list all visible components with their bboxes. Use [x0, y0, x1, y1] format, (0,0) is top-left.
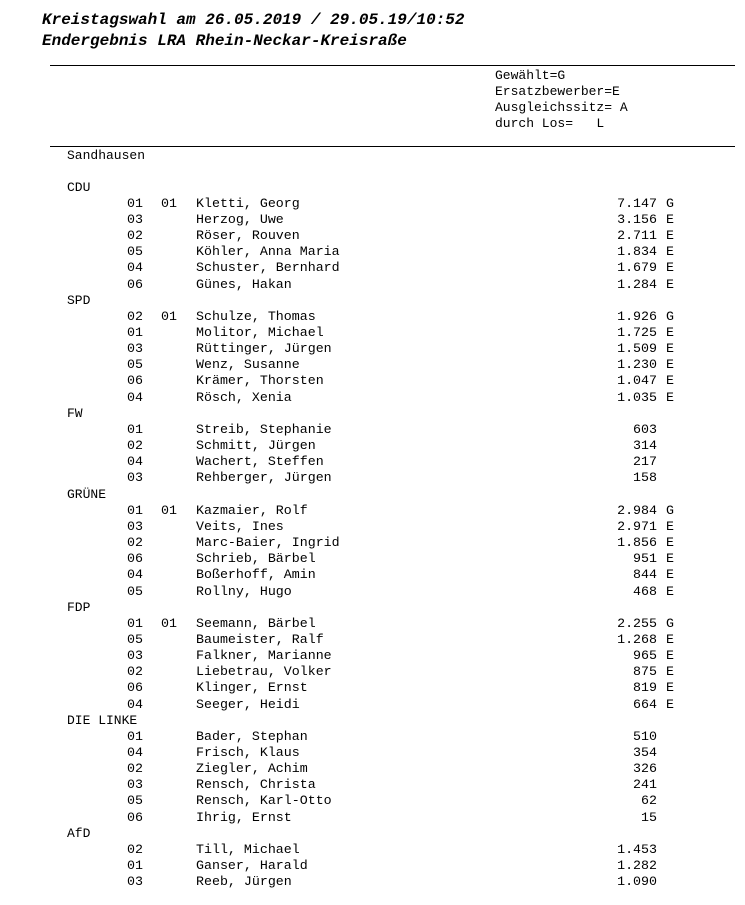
candidate-votes: 15: [641, 809, 657, 825]
candidate-name: Veits, Ines: [196, 519, 284, 535]
candidate-name: Schuster, Bernhard: [196, 260, 340, 276]
candidate-list-number: 03: [127, 777, 143, 793]
candidate-status: E: [666, 325, 674, 341]
candidate-list-number: 02: [127, 842, 143, 857]
candidate-name: Ganser, Harald: [196, 858, 308, 874]
candidate-seat-order: 01: [161, 503, 177, 518]
candidate-list-number: 04: [127, 389, 143, 405]
candidate-votes: 2.971: [617, 519, 657, 535]
legend-compensation-seat: Ausgleichssitz= A: [495, 100, 628, 115]
candidate-list-number: 06: [127, 373, 143, 389]
candidate-list-number: 02: [127, 228, 143, 244]
candidate-status: E: [666, 357, 674, 373]
candidate-name: Krämer, Thorsten: [196, 373, 324, 389]
candidate-seat-order: 01: [161, 309, 177, 324]
candidate-list-number: 02: [127, 438, 143, 454]
candidate-votes: 875: [633, 664, 657, 680]
candidate-list-number: 01: [127, 616, 143, 631]
party-header: FW: [67, 406, 83, 421]
candidate-name: Liebetrau, Volker: [196, 664, 332, 680]
candidate-votes: 844: [633, 567, 657, 583]
candidate-name: Ziegler, Achim: [196, 761, 308, 777]
candidate-name: Schrieb, Bärbel: [196, 551, 316, 567]
candidate-list-number: 01: [127, 503, 143, 518]
candidate-votes: 326: [633, 761, 657, 777]
candidate-status: G: [666, 309, 674, 324]
candidate-votes: 314: [633, 438, 657, 454]
candidate-votes: 1.834: [617, 244, 657, 260]
candidate-list-number: 03: [127, 470, 143, 486]
candidate-votes: 354: [633, 745, 657, 761]
candidate-list-number: 06: [127, 276, 143, 292]
report-subtitle: Endergebnis LRA Rhein-Neckar-Kreisraße: [42, 32, 407, 50]
candidate-name: Schmitt, Jürgen: [196, 438, 316, 454]
candidate-votes: 2.984: [617, 503, 657, 518]
candidate-votes: 951: [633, 551, 657, 567]
legend-substitute: Ersatzbewerber=E: [495, 84, 620, 99]
candidate-name: Schulze, Thomas: [196, 309, 316, 324]
legend-elected: Gewählt=G: [495, 68, 566, 83]
candidate-status: E: [666, 583, 674, 599]
candidate-status: E: [666, 535, 674, 551]
candidate-list-number: 02: [127, 535, 143, 551]
candidate-status: E: [666, 680, 674, 696]
candidate-name: Rehberger, Jürgen: [196, 470, 332, 486]
candidate-list-number: 06: [127, 551, 143, 567]
candidate-name: Baumeister, Ralf: [196, 632, 324, 648]
candidate-name: Wenz, Susanne: [196, 357, 300, 373]
candidate-list-number: 05: [127, 793, 143, 809]
candidate-votes: 1.725: [617, 325, 657, 341]
candidate-list-number: 02: [127, 761, 143, 777]
candidate-votes: 1.453: [617, 842, 657, 857]
candidate-seat-order: 01: [161, 196, 177, 211]
candidate-name: Boßerhoff, Amin: [196, 567, 316, 583]
candidate-name: Rensch, Karl-Otto: [196, 793, 332, 809]
candidate-status: E: [666, 389, 674, 405]
candidate-votes: 62: [641, 793, 657, 809]
candidate-votes: 510: [633, 729, 657, 744]
candidate-status: E: [666, 519, 674, 535]
candidate-votes: 1.284: [617, 276, 657, 292]
candidate-votes: 2.711: [617, 228, 657, 244]
candidate-status: G: [666, 503, 674, 518]
candidate-status: E: [666, 567, 674, 583]
candidate-votes: 217: [633, 454, 657, 470]
party-header: GRÜNE: [67, 487, 107, 502]
candidate-votes: 603: [633, 422, 657, 437]
candidate-name: Rösch, Xenia: [196, 389, 292, 405]
candidate-name: Ihrig, Ernst: [196, 809, 292, 825]
candidate-votes: 1.282: [617, 858, 657, 874]
candidate-status: G: [666, 196, 674, 211]
candidate-status: E: [666, 664, 674, 680]
candidate-votes: 819: [633, 680, 657, 696]
candidate-status: E: [666, 696, 674, 712]
candidate-votes: 468: [633, 583, 657, 599]
candidate-list-number: 04: [127, 696, 143, 712]
candidate-list-number: 03: [127, 874, 143, 890]
candidate-list-number: 01: [127, 858, 143, 874]
candidate-list-number: 06: [127, 680, 143, 696]
candidate-list-number: 03: [127, 519, 143, 535]
candidate-list-number: 02: [127, 309, 143, 324]
candidate-status: E: [666, 373, 674, 389]
report-title: Kreistagswahl am 26.05.2019 / 29.05.19/10:52: [42, 11, 465, 29]
candidate-list-number: 03: [127, 648, 143, 664]
candidate-votes: 965: [633, 648, 657, 664]
candidate-name: Molitor, Michael: [196, 325, 324, 341]
candidate-status: E: [666, 276, 674, 292]
candidate-list-number: 05: [127, 583, 143, 599]
candidate-list-number: 05: [127, 632, 143, 648]
candidate-list-number: 05: [127, 244, 143, 260]
candidate-votes: 1.230: [617, 357, 657, 373]
candidate-votes: 3.156: [617, 212, 657, 228]
candidate-name: Kazmaier, Rolf: [196, 503, 308, 518]
candidate-status: E: [666, 341, 674, 357]
party-header: SPD: [67, 293, 91, 308]
candidate-status: E: [666, 551, 674, 567]
candidate-status: E: [666, 260, 674, 276]
candidate-votes: 1.090: [617, 874, 657, 890]
candidate-name: Seemann, Bärbel: [196, 616, 316, 631]
candidate-name: Till, Michael: [196, 842, 300, 857]
candidate-name: Köhler, Anna Maria: [196, 244, 340, 260]
candidate-name: Falkner, Marianne: [196, 648, 332, 664]
party-header: AfD: [67, 826, 91, 841]
candidate-name: Reeb, Jürgen: [196, 874, 292, 890]
legend-by-lot: durch Los= L: [495, 116, 605, 131]
candidate-name: Wachert, Steffen: [196, 454, 324, 470]
candidate-status: E: [666, 228, 674, 244]
candidate-name: Rollny, Hugo: [196, 583, 292, 599]
party-header: CDU: [67, 180, 91, 195]
municipality-name: Sandhausen: [67, 148, 146, 163]
candidate-votes: 1.268: [617, 632, 657, 648]
candidate-status: G: [666, 616, 674, 631]
candidate-votes: 241: [633, 777, 657, 793]
candidate-list-number: 04: [127, 745, 143, 761]
candidate-name: Herzog, Uwe: [196, 212, 284, 228]
candidate-name: Frisch, Klaus: [196, 745, 300, 761]
candidate-list-number: 01: [127, 325, 143, 341]
candidate-list-number: 01: [127, 196, 143, 211]
candidate-status: E: [666, 632, 674, 648]
candidate-list-number: 04: [127, 260, 143, 276]
top-rule: [50, 65, 735, 66]
candidate-list-number: 05: [127, 357, 143, 373]
candidate-name: Röser, Rouven: [196, 228, 300, 244]
candidate-list-number: 04: [127, 567, 143, 583]
candidate-list-number: 01: [127, 422, 143, 437]
candidate-name: Streib, Stephanie: [196, 422, 332, 437]
candidate-name: Rüttinger, Jürgen: [196, 341, 332, 357]
candidate-name: Bader, Stephan: [196, 729, 308, 744]
candidate-name: Rensch, Christa: [196, 777, 316, 793]
candidate-votes: 1.856: [617, 535, 657, 551]
candidate-votes: 1.926: [617, 309, 657, 324]
candidate-name: Klinger, Ernst: [196, 680, 308, 696]
candidate-votes: 7.147: [617, 196, 657, 211]
candidate-name: Seeger, Heidi: [196, 696, 300, 712]
candidate-seat-order: 01: [161, 616, 177, 631]
candidate-list-number: 04: [127, 454, 143, 470]
candidate-votes: 158: [633, 470, 657, 486]
candidate-name: Kletti, Georg: [196, 196, 300, 211]
candidate-status: E: [666, 212, 674, 228]
candidate-name: Günes, Hakan: [196, 276, 292, 292]
candidate-votes: 1.679: [617, 260, 657, 276]
candidate-list-number: 02: [127, 664, 143, 680]
candidate-list-number: 03: [127, 341, 143, 357]
header-rule: [50, 146, 735, 147]
candidate-list-number: 03: [127, 212, 143, 228]
candidate-list-number: 06: [127, 809, 143, 825]
candidate-status: E: [666, 244, 674, 260]
party-header: DIE LINKE: [67, 713, 138, 728]
candidate-votes: 1.509: [617, 341, 657, 357]
party-header: FDP: [67, 600, 91, 615]
candidate-votes: 664: [633, 696, 657, 712]
candidate-status: E: [666, 648, 674, 664]
candidate-votes: 2.255: [617, 616, 657, 631]
candidate-votes: 1.047: [617, 373, 657, 389]
candidate-votes: 1.035: [617, 389, 657, 405]
candidate-name: Marc-Baier, Ingrid: [196, 535, 340, 551]
candidate-list-number: 01: [127, 729, 143, 744]
